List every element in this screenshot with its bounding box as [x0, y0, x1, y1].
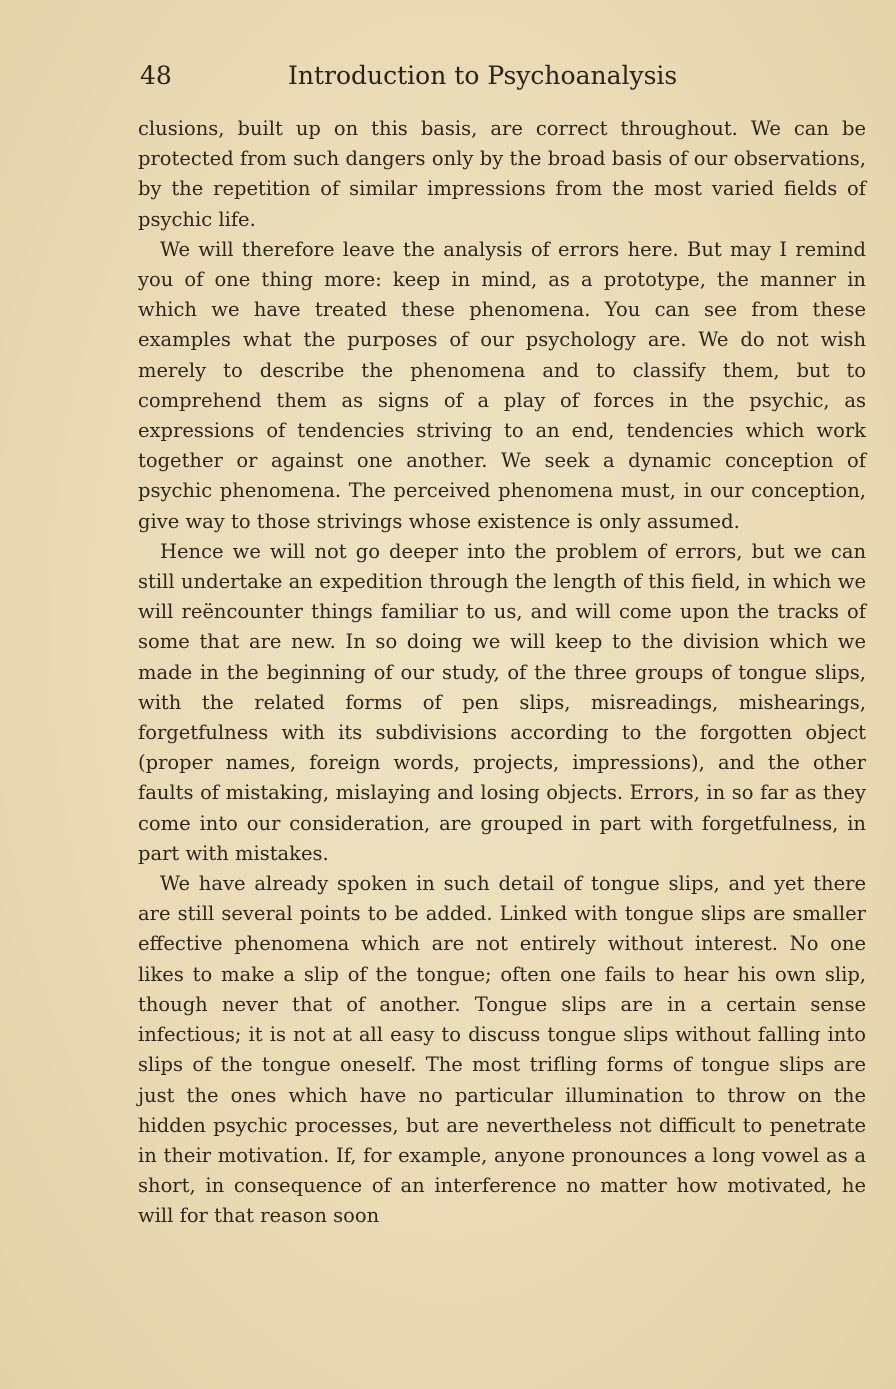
paragraph-tongue-slips: We have already spoken in such detail of tongue slips, and yet there are still several points to be added. Linked with tongue slips are smaller effective phenomena which are not entirely without interest. No one likes to make a slip of the tongue; often one fails to hear his own slip, though never that of another. Tongue slips are in a certain sense infectious; it is not at all easy to discuss tongue slips without falling into slips of the tongue oneself. The most trifling forms of tongue slips are just the ones which have no particular illumination to throw on the hidden psychic processes, but are nevertheless not difficult to penetrate in their motivation. If, for example, anyone pronounces a long vowel as a short, in consequence of an interference no matter how motivated, he will for that reason soon: [138, 872, 866, 1228]
body-text: [138, 114, 866, 1232]
paragraph-analysis-of-errors: We will therefore leave the analysis of errors here. But may I remind you of one thing more: keep in mind, as a prototype, the manner in which we have treated these phenomena. You can see from these examples what the purposes of our psychology are. We do not wish merely to describe the phenomena and to classify them, but to comprehend them as signs of a play of forces in the psychic, as expressions of tendencies striving to an end, tendencies which work together or against one another. We seek a dynamic conception of psychic phenomena. The perceived phenomena must, in our conception, give way to those strivings whose existence is only assumed.: [138, 237, 866, 533]
paragraph-expedition: Hence we will not go deeper into the problem of errors, but we can still undertake an expedition through the length of this field, in which we will reëncounter things familiar to us, and will come upon the tracks of some that are new. In so doing we will keep to the division which we made in the beginning of our study, of the three groups of tongue slips, with the related forms of pen slips, misreadings, mishearings, forgetfulness with its subdivisions according to the forgotten object (proper names, foreign words, projects, impressions), and the other faults of mistaking, mislaying and losing objects. Errors, in so far as they come into our consideration, are grouped in part with forgetfulness, in part with mistakes.: [138, 539, 866, 865]
page-number: 48: [140, 61, 172, 90]
paragraph-continued: clusions, built up on this basis, are correct throughout. We can be protected from such dangers only by the broad basis of our observations, by the repetition of similar impressions from the most varied fields of psychic life.: [138, 117, 866, 231]
running-head: Introduction to Psychoanalysis: [288, 61, 678, 90]
page-header: [140, 58, 780, 94]
